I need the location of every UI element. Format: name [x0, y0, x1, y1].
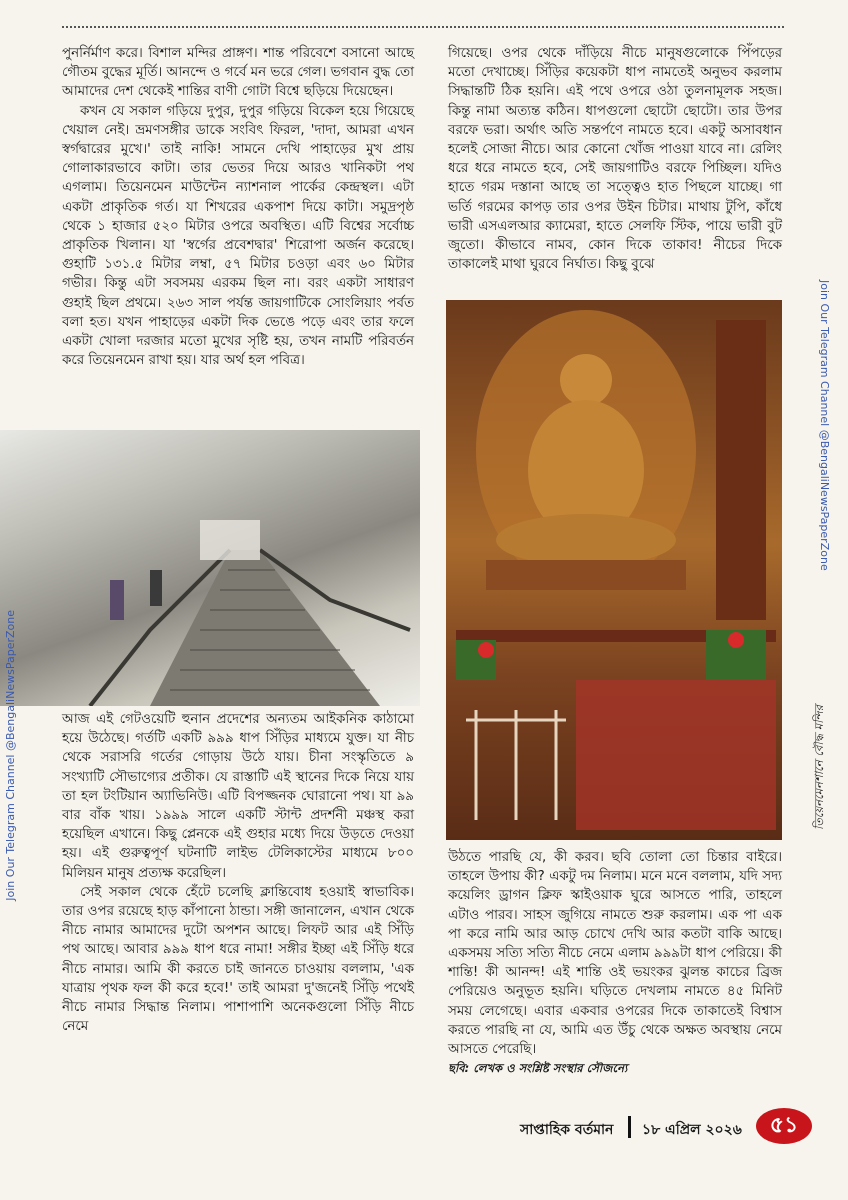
paragraph: উঠতে পারছি যে, কী করব। ছবি তোলা তো চিন্তার বাইরে। তাহলে উপায় কী? একটু দম নিলাম। মনে মনে বললাম, যদি সদ্য কয়েলিং ড্রাগন ক্লিফ স্কাইওয়াক ঘুরে আসতে পারি, তাহলে এটাও পারব। সাহস জুগিয়ে নামতে শুরু করলাম। এক পা এক পা করে নামি আর আড় চোখে দেখি আর কতটা বাকি আছে। একসময় সত্যি সত্যি নীচে নেমে এলাম ৯৯৯টা ধাপ পেরিয়ে। কী শান্তি! কী আনন্দ! এই শান্তি ওই ভয়ংকর ঝুলন্ত কাচের ব্রিজ পেরিয়েও অনুভূত হয়নি। ঘড়িতে দেখলাম নামতে ৪৫ মিনিট সময় লেগেছে। এবার একবার ওপরের দিকে তাকাতেই বিশ্বাস করতে পারছি না যে, আমি এত উঁচু থেকে অক্ষত অবস্থায় নেমে আসতে পেরেছি।: [448, 850, 782, 1058]
top-dotted-rule: [62, 26, 784, 28]
magazine-name: সাপ্তাহিক বর্তমান: [520, 1122, 614, 1138]
paragraph: সেই সকাল থেকে হেঁটে চলেছি ক্লান্তিবোধ হওয়াই স্বাভাবিক। তার ওপর রয়েছে হাড় কাঁপানো ঠান্ডা। সঙ্গী জানালেন, এখান থেকে নীচে নামার আমাদের দুটো অপশন আছে। লিফট আর এই সিঁড়ি পথ আছে। আবার ৯৯৯ ধাপ ধরে নামা! সঙ্গীর ইচ্ছা এই সিঁড়ি ধরে নীচে নামার। আমি কী করতে চাই জানতে চাওয়ায় বললাম, 'এক যাত্রায় পৃথক ফল কী করে হবে!' তাই আমরা দু'জনেই সিঁড়ি পথেই নীচে নামার সিদ্ধান্ত নিলাম। পাশাপাশি অনেকগুলো সিঁড়ি নীচে নেমে: [62, 884, 414, 1035]
paragraph: গিয়েছে। ওপর থেকে দাঁড়িয়ে নীচে মানুষগুলোকে পিঁপড়ের মতো দেখাচ্ছে। সিঁড়ির কয়েকটা ধাপ নামতেই অনুভব করলাম সিদ্ধান্তটি ঠিক হয়নি। এই পথে ওপরে ওঠা তুলনামূলক সহজ। কিন্তু নামা অত্যন্ত কঠিন। ধাপগুলো ছোটো ছোটো। তার উপর বরফে ভরা। অর্থাৎ অতি সন্তর্পণে নামতে হবে। একটু অসাবধান হলেই সোজা নীচে। আর কোনো খোঁজ পাওয়া যাবে না। রেলিং ধরে ধরে নামতে হবে, সেই জায়গাটিও বরফে পিচ্ছিল। যদিও হাতে গরম দস্তানা আছে তা সত্ত্বেও হাত পিছলে যাচ্ছে। গা ভর্তি গরমের কাপড় তার ওপর উইন চিটার। মাথায় টুপি, কাঁধে ভারী এসএলআর ক্যামেরা, হাতে সেলফি স্টিক, পায়ে ভারী বুট জুতো। কীভাবে নামব, কোন দিকে তাকাব! নীচের দিকে তাকালেই মাথা ঘুরবে নির্ঘাত। কিছু বুঝে: [448, 46, 782, 273]
page-number-badge: ৫১: [756, 1108, 812, 1144]
paragraph: পুনর্নির্মাণ করে। বিশাল মন্দির প্রাঙ্গণ। শান্ত পরিবেশে বসানো আছে গৌতম বুদ্ধের মূর্তি। আনন্দে ও গর্বে মন ভরে গেল। ভগবান বুদ্ধ তো আমাদের দেশ থেকেই শান্তির বাণী গোটা বিশ্বে ছড়িয়ে দিয়েছেন।: [62, 46, 414, 100]
paragraph: কখন যে সকাল গড়িয়ে দুপুর, দুপুর গড়িয়ে বিকেল হয়ে গিয়েছে খেয়াল নেই। ভ্রমণসঙ্গীর ডাকে সংবিৎ ফিরল, 'দাদা, আমরা এখন স্বর্গদ্বারের মুখে।' তাই নাকি! সামনে দেখি পাহাড়ের মুখ প্রায় গোলাকারভাবে কাটা। তার ভেতর দিয়ে আরও খানিকটা পথ এগলাম। তিয়েনমেন মাউন্টেন ন্যাশনাল পার্কের কেন্দ্রস্থল। এটা একটা প্রাকৃতিক গর্ত। যা শিখরের একপাশ দিয়ে কাটা। সমুদ্রপৃষ্ঠ থেকে ১ হাজার ৫২০ মিটার ওপরে অবস্থিত। এটি বিশ্বের সর্বোচ্চ প্রাকৃতিক খিলান। যা 'স্বর্গের প্রবেশদ্বার' শিরোপা অর্জন করেছে। গুহাটি ১৩১.৫ মিটার লম্বা, ৫৭ মিটার চওড়া এবং ৬০ মিটার গভীর। কিন্তু এটা সবসময় এরকম ছিল না। বরং একটা সাধারণ গুহাই ছিল প্রথমে। ২৬৩ সাল পর্যন্ত জায়গাটিকে সোংলিয়াং পর্বত বলা হত। যখন পাহাড়ের একটা দিক ভেঙে পড়ে এবং তার ফলে একটা খোলা দরজার মতো মুখের সৃষ্টি হয়, তখন নামটি পরিবর্তন করে তিয়েনমেন রাখা হয়। যার অর্থ হল পবিত্র।: [62, 103, 414, 369]
page-footer: [520, 1106, 820, 1146]
paragraph: আজ এই গেটওয়েটি হুনান প্রদেশের অন্যতম আইকনিক কাঠামো হয়ে উঠেছে। গর্তটি একটি ৯৯৯ ধাপ সিঁড়ির মাধ্যমে যুক্ত। যা নীচ থেকে সরাসরি গর্তের গোড়ায় উঠে যায়। চীনা সংস্কৃতিতে ৯ সংখ্যাটি সৌভাগ্যের প্রতীক। যে রাস্তাটি এই স্থানের দিকে নিয়ে যায় তা হল টংটিয়ান অ্যাভিনিউ। এটি বিপজ্জনক ঘোরানো পথ। যা ৯৯ বার বাঁক খায়। ১৯৯৯ সালে একটি স্টান্ট প্রদর্শনী মঞ্চস্থ করা হয়েছিল এখানে। কিছু প্লেনকে এই গুহার মধ্যে দিয়ে উড়তে দেওয়া হয়। এই গুরুত্বপূর্ণ ঘটনাটি লাইভ টেলিকাস্টের মাধ্যমে ৮০০ মিলিয়ন মানুষ প্রত্যক্ষ করেছিল।: [62, 712, 414, 881]
stairs-photo: [0, 430, 420, 706]
article-column-d: [448, 848, 782, 1078]
buddha-temple-photo: [446, 300, 782, 840]
article-column-c: [62, 710, 414, 1036]
stairs-illustration: [0, 430, 420, 706]
article-column-b: [448, 44, 782, 274]
telegram-watermark-left: Join Our Telegram Channel @BengaliNewsPaperZone: [4, 610, 17, 901]
telegram-watermark-right: Join Our Telegram Channel @BengaliNewsPaperZone: [818, 280, 831, 571]
photo-credit: ছবি: লেখক ও সংশ্লিষ্ট সংস্থার সৌজন্যে: [448, 1061, 628, 1076]
footer-separator: [628, 1116, 631, 1138]
photo-caption: তিয়েনমেনশানে বৌদ্ধ মন্দির: [812, 705, 826, 831]
issue-date: ১৮ এপ্রিল ২০২৬: [642, 1122, 742, 1138]
article-column-a: [62, 44, 414, 370]
buddha-illustration: [446, 300, 782, 840]
